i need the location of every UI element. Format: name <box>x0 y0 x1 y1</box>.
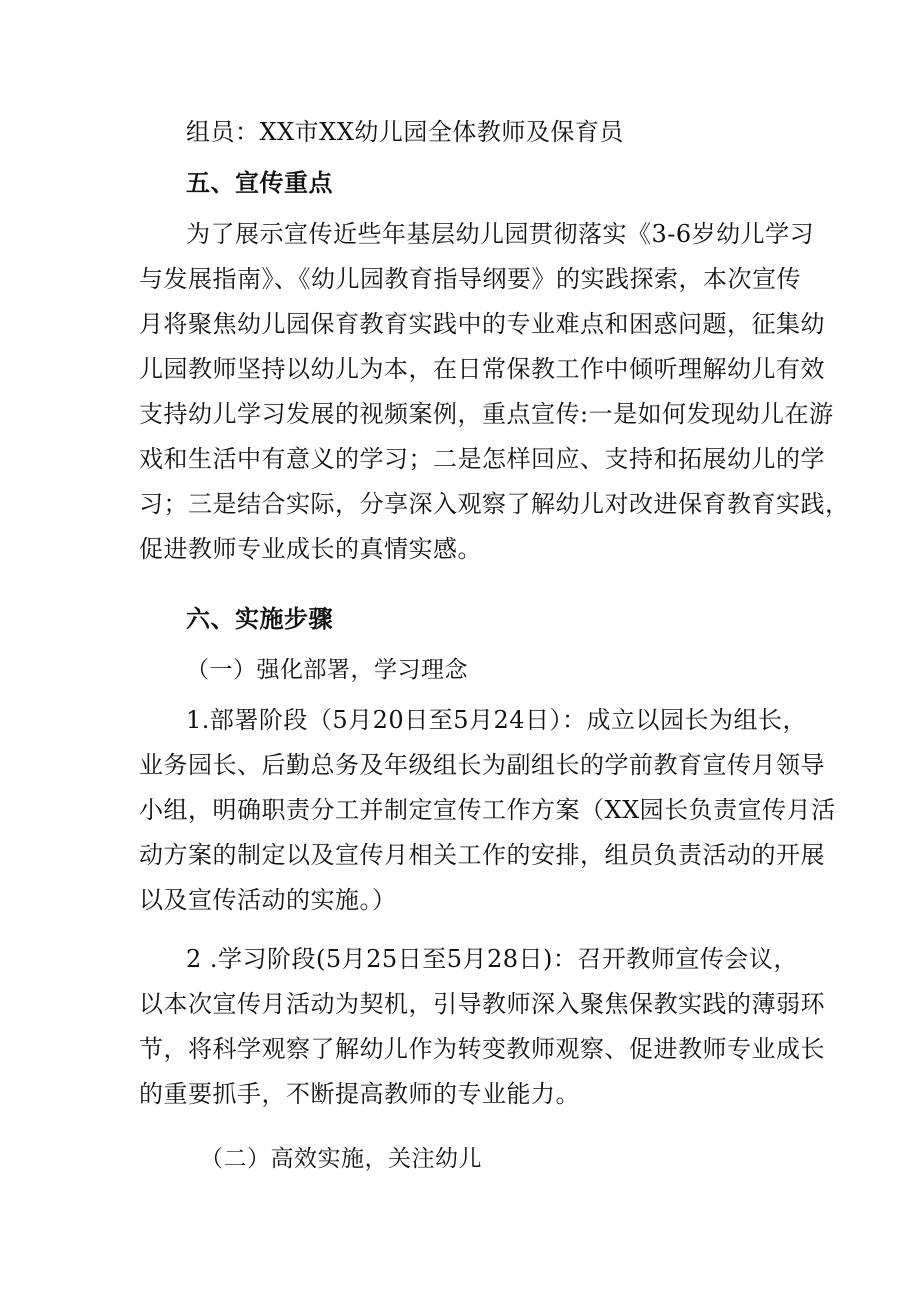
section5-line: 戏和生活中有意义的学习；二是怎样回应、支持和拓展幼儿的学 <box>139 445 825 473</box>
section5-line: 支持幼儿学习发展的视频案例，重点宣传:一是如何发现幼儿在游 <box>139 400 834 428</box>
section5-line: 月将聚焦幼儿园保育教育实践中的专业难点和困惑问题，征集幼 <box>139 310 825 338</box>
section5-line: 为了展示宣传近些年基层幼儿园贯彻落实《3-6岁幼儿学习 <box>186 220 815 248</box>
item1-line: 业务园长、后勤总务及年级组长为副组长的学前教育宣传月领导 <box>139 751 825 779</box>
item2-line: 2 .学习阶段(5月25日至5月28日)：召开教师宣传会议， <box>186 945 798 973</box>
section5-heading: 五、宣传重点 <box>186 169 333 197</box>
section5-line: 习；三是结合实际，分享深入观察了解幼儿对改进保育教育实践， <box>139 490 850 518</box>
item2-line: 以本次宣传月活动为契机，引导教师深入聚焦保教实践的薄弱环 <box>139 990 825 1018</box>
item2-line: 节，将科学观察了解幼儿作为转变教师观察、促进教师专业成长 <box>139 1035 825 1063</box>
section5-line: 促进教师专业成长的真情实感。 <box>139 535 482 563</box>
item1-line: 1.部署阶段（5月20日至5月24日）：成立以园长为组长， <box>186 706 808 734</box>
item2-line: 的重要抓手，不断提高教师的专业能力。 <box>139 1080 580 1108</box>
item1-line: 动方案的制定以及宣传月相关工作的安排，组员负责活动的开展 <box>139 841 825 869</box>
item1-line: 小组，明确职责分工并制定宣传工作方案（XX园长负责宣传月活 <box>139 796 836 824</box>
section5-line: 儿园教师坚持以幼儿为本，在日常保教工作中倾听理解幼儿有效 <box>139 355 825 383</box>
item1-line: 以及宣传活动的实施。） <box>139 886 397 914</box>
members-line: 组员：XX市XX幼儿园全体教师及保育员 <box>186 118 624 146</box>
section6-heading: 六、实施步骤 <box>186 605 333 633</box>
section5-line: 与发展指南》、《幼儿园教育指导纲要》的实践探索，本次宣传 <box>139 265 801 293</box>
section6-subheading-2: （二）高效实施，关注幼儿 <box>200 1146 482 1172</box>
section6-subheading: （一）强化部署，学习理念 <box>186 657 468 683</box>
